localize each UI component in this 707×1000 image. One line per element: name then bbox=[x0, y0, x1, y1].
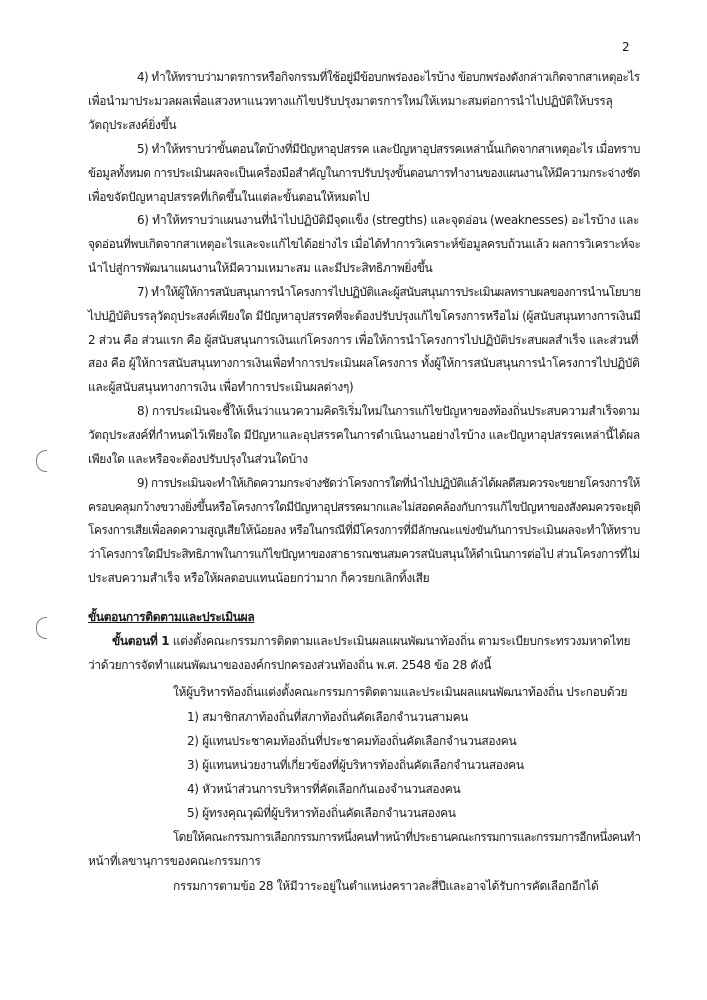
punch-hole-mark bbox=[36, 617, 47, 639]
item-9-line-4: ว่าโครงการใดมีประสิทธิภาพในการแก้ไขปัญหาของสาธารณชนสมควรสนับสนุนให้ดำเนินการต่อไป ส่วนโครงการที่ไม่ bbox=[88, 547, 640, 561]
item-7-line-2: ไปปฏิบัติบรรลุวัตถุประสงค์เพียงใด มีปัญหาอุปสรรคที่จะต้องปรับปรุงแก้ไขโครงการหรือไม่ (ผู้สนับสนุนทางการเงินมี bbox=[88, 309, 641, 323]
item-7-line-3: 2 ส่วน คือ ส่วนแรก คือ ผู้สนับสนุนการเงินแก่โครงการ เพื่อให้การนำโครงการไปปฏิบัติประสบผลสำเร็จ และส่วนที่ bbox=[88, 333, 639, 347]
punch-hole-mark bbox=[36, 450, 47, 472]
member-item: 5) ผู้ทรงคุณวุฒิที่ผู้บริหารท้องถิ่นคัดเลือกจำนวนสองคน bbox=[187, 806, 456, 820]
item-7-line-4: สอง คือ ผู้ให้การสนับสนุนทางการเงินเพื่อทำการประเมินผลโครงการ ทั้งผู้ให้การสนับสนุนการนำโครงการไปปฏิบัติ bbox=[88, 356, 640, 370]
member-item: 2) ผู้แทนประชาคมท้องถิ่นที่ประชาคมท้องถิ่นคัดเลือกจำนวนสองคน bbox=[187, 734, 517, 748]
step-1-label: ขั้นตอนที่ 1 bbox=[112, 634, 170, 648]
item-6-line-3: นำไปสู่การพัฒนาแผนงานให้มีความเหมาะสม และมีประสิทธิภาพยิ่งขึ้น bbox=[88, 261, 433, 275]
section-heading: ขั้นตอนการติดตามและประเมินผล bbox=[88, 610, 255, 624]
item-9-line-3: โครงการเสียเพื่อลดความสูญเสียให้น้อยลง หรือในกรณีที่มีโครงการที่มีลักษณะแข่งขันกันการประเมินผลจะทำให้ทราบ bbox=[88, 523, 640, 537]
step-1-text: แต่งตั้งคณะกรรมการติดตามและประเมินผลแผนพัฒนาท้องถิ่น ตามระเบียบกระทรวงมหาดไทย bbox=[169, 634, 631, 648]
item-8-line-2: วัตถุประสงค์ที่กำหนดไว้เพียงใด มีปัญหาและอุปสรรคในการดำเนินงานอย่างไรบ้าง และปัญหาอุปสรรคเหล่านี้ได้ผล bbox=[88, 428, 640, 442]
item-8-line-1: 8) การประเมินจะชี้ให้เห็นว่าแนวความคิดริเริ่มใหม่ในการแก้ไขปัญหาของท้องถิ่นประสบความสำเร็จตาม bbox=[137, 404, 640, 418]
item-6-line-1: 6) ทำให้ทราบว่าแผนงานที่นำไปปฏิบัติมีจุดแข็ง (stregths) และจุดอ่อน (weaknesses) อะไรบ้าง และ bbox=[137, 213, 640, 227]
member-item: 1) สมาชิกสภาท้องถิ่นที่สภาท้องถิ่นคัดเลือกจำนวนสามคน bbox=[187, 710, 469, 724]
chair-line-1: โดยให้คณะกรรมการเลือกกรรมการหนึ่งคนทำหน้าที่ประธานคณะกรรมการและกรรมการอีกหนึ่งคนทำ bbox=[173, 830, 641, 844]
item-4-line-3: วัตถุประสงค์ยิ่งขึ้น bbox=[88, 118, 177, 132]
page-number: 2 bbox=[622, 40, 630, 54]
term-line: กรรมการตามข้อ 28 ให้มีวาระอยู่ในตำแหน่งคราวละสี่ปีและอาจได้รับการคัดเลือกอีกได้ bbox=[173, 879, 599, 893]
chair-line-2: หน้าที่เลขานุการของคณะกรรมการ bbox=[88, 854, 261, 868]
item-5-line-1: 5) ทำให้ทราบว่าขั้นตอนใดบ้างที่มีปัญหาอุปสรรค และปัญหาอุปสรรคเหล่านั้นเกิดจากสาเหตุอะไร เมื่อทราบ bbox=[137, 142, 640, 156]
item-7-line-1: 7) ทำให้ผู้ให้การสนับสนุนการนำโครงการไปปฏิบัติและผู้สนับสนุนการประเมินผลทราบผลของการนำนโยบาย bbox=[137, 285, 641, 299]
item-5-line-2: ข้อมูลทั้งหมด การประเมินผลจะเป็นเครื่องมือสำคัญในการปรับปรุงขั้นตอนการทำงานของแผนงานให้มีความกระจ่างชัด bbox=[88, 166, 640, 180]
item-7-line-5: และผู้สนับสนุนทางการเงิน เพื่อทำการประเมินผลต่างๆ) bbox=[88, 380, 354, 394]
item-9-line-5: ประสบความสำเร็จ หรือให้ผลตอบแทนน้อยกว่ามาก ก็ควรยกเลิกทิ้งเสีย bbox=[88, 571, 430, 585]
item-9-line-2: ครอบคลุมกว้างขวางยิ่งขึ้นหรือโครงการใดมีปัญหาอุปสรรคมากและไม่สอดคล้องกับการแก้ไขปัญหาของสังคมควรจะยุติ bbox=[88, 500, 641, 514]
step-1-line-1 bbox=[112, 634, 630, 649]
item-4-line-2: เพื่อนำมาประมวลผลเพื่อแสวงหาแนวทางแก้ไขปรับปรุงมาตรการใหม่ให้เหมาะสมต่อการนำไปปฏิบัติให้บรรลุ bbox=[88, 94, 613, 108]
item-8-line-3: เพียงใด และหรือจะต้องปรับปรุงในส่วนใดบ้าง bbox=[88, 452, 308, 466]
item-6-line-2: จุดอ่อนที่พบเกิดจากสาเหตุอะไรและจะแก้ไขได้อย่างไร เมื่อได้ทำการวิเคราะห์ข้อมูลครบถ้วนแล้ว ผลการวิเคราะห์จะ bbox=[88, 237, 641, 251]
item-4-line-1: 4) ทำให้ทราบว่ามาตรการหรือกิจกรรมที่ใช้อยู่มีข้อบกพร่องอะไรบ้าง ข้อบกพร่องดังกล่าวเกิดจากสาเหตุอะไร bbox=[137, 70, 640, 84]
item-9-line-1: 9) การประเมินจะทำให้เกิดความกระจ่างชัดว่าโครงการใดที่นำไปปฏิบัติแล้วได้ผลดีสมควรจะขยายโครงการให้ bbox=[137, 476, 640, 490]
step-1-line-2: ว่าด้วยการจัดทำแผนพัฒนาขององค์กรปกครองส่วนท้องถิ่น พ.ศ. 2548 ข้อ 28 ดังนี้ bbox=[88, 658, 492, 672]
step-1-intro: ให้ผู้บริหารท้องถิ่นแต่งตั้งคณะกรรมการติดตามและประเมินผลแผนพัฒนาท้องถิ่น ประกอบด้วย bbox=[173, 685, 628, 699]
item-5-line-3: เพื่อขจัดปัญหาอุปสรรคที่เกิดขึ้นในแต่ละขั้นตอนให้หมดไป bbox=[88, 190, 370, 204]
member-item: 4) หัวหน้าส่วนการบริหารที่คัดเลือกกันเองจำนวนสองคน bbox=[187, 782, 461, 796]
member-item: 3) ผู้แทนหน่วยงานที่เกี่ยวข้องที่ผู้บริหารท้องถิ่นคัดเลือกจำนวนสองคน bbox=[187, 758, 524, 772]
